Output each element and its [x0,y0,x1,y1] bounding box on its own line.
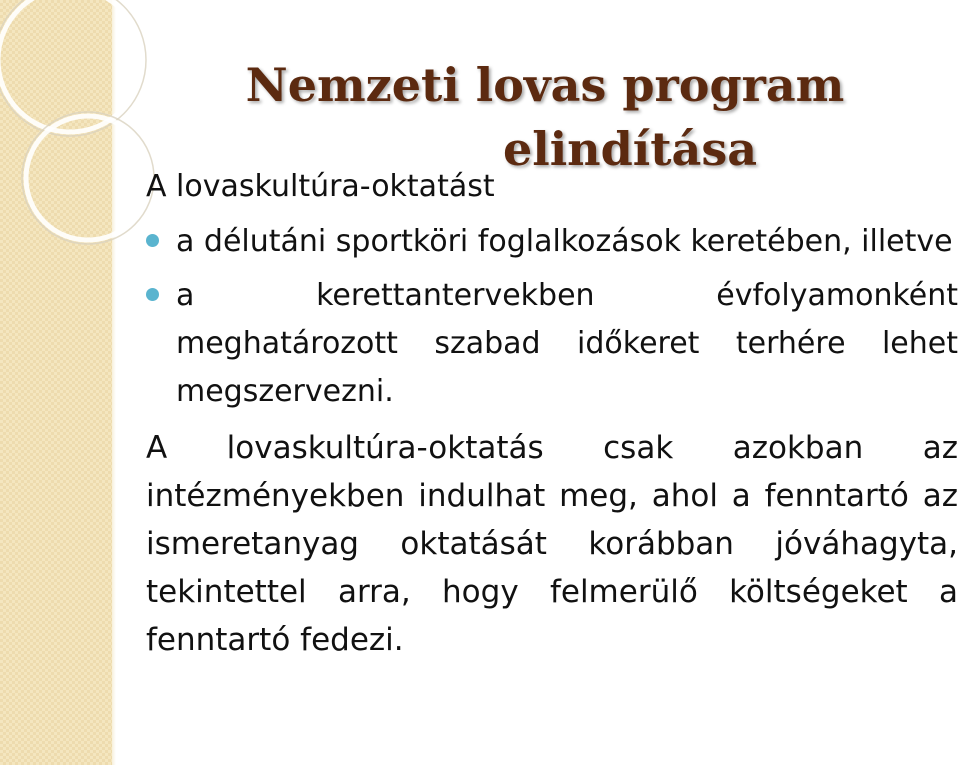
bullet-dot-icon [146,288,159,301]
bullet-item-1 [146,218,958,266]
bullet-text-2: a kerettantervekben évfolyamonként meghatározott szabad időkeret terhére lehet megszervezni. [176,278,958,409]
slide-title-line1: Nemzeti lovas program [245,57,845,112]
slide-body [146,166,958,664]
decorative-ring-large [0,0,142,132]
intro-text: A lovaskultúra-oktatást [146,169,495,204]
bullet-item-2 [146,272,958,416]
bullet-text-1: a délutáni sportköri foglalkozások keretében, illetve [176,224,953,259]
body-paragraph: A lovaskultúra-oktatás csak azokban az intézményekben indulhat meg, ahol a fenntartó az ismeretanyag oktatását korábban jóváhagyta, tekintettel arra, hogy felmerülő költségeket a fenntartó fedezi. [146,430,958,658]
slide-title [140,53,950,181]
slide-title-line2: elindítása [502,121,758,176]
bullet-dot-icon [146,234,159,247]
